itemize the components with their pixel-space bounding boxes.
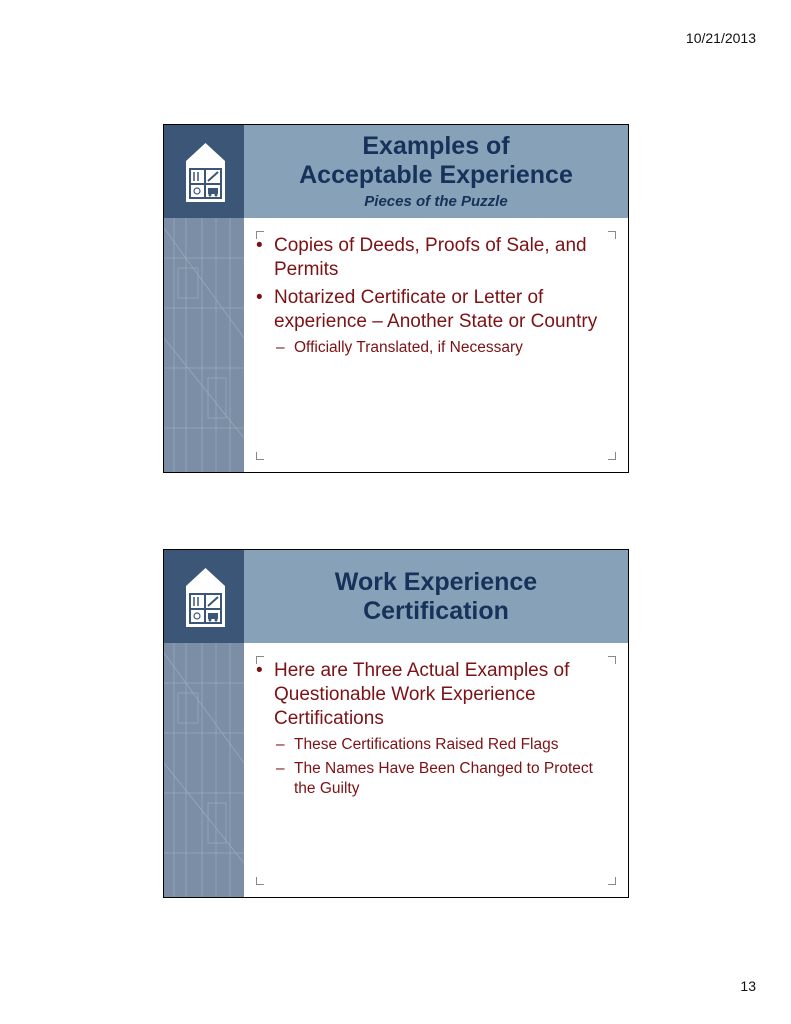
- bullet-list: [256, 234, 608, 362]
- bullet-item: • Here are Three Actual Examples of Questionable Work Experience Certifications: [256, 659, 608, 731]
- corner-mark-icon: [608, 877, 616, 885]
- page-number: 13: [740, 978, 756, 994]
- bullet-list: [256, 659, 608, 803]
- slide-title-line-1: Work Experience: [334, 567, 538, 596]
- sub-bullet-item: – These Certifications Raised Red Flags: [256, 735, 608, 755]
- bullet-item: • Notarized Certificate or Letter of experience – Another State or Country: [256, 286, 608, 334]
- slide-content: [244, 218, 628, 472]
- blueprint-pattern-icon: [164, 643, 244, 897]
- slide-title-line-2: Certification: [363, 596, 509, 625]
- sub-bullet-item: – Officially Translated, if Necessary: [256, 338, 608, 358]
- page-date: 10/21/2013: [685, 30, 756, 46]
- slide-work-experience-certification: [163, 549, 629, 898]
- slide-title-line-1: Examples of: [362, 132, 510, 160]
- cslb-house-logo-icon: [184, 566, 227, 629]
- cslb-house-logo-icon: [184, 141, 227, 204]
- blueprint-pattern-icon: [164, 218, 244, 472]
- sub-bullet-item: – The Names Have Been Changed to Protect the Guilty: [256, 759, 608, 799]
- slide-side-panel: [164, 125, 244, 472]
- bullet-item: • Copies of Deeds, Proofs of Sale, and Permits: [256, 234, 608, 282]
- slide-title-line-2: Acceptable Experience: [299, 161, 573, 189]
- corner-mark-icon: [608, 656, 616, 664]
- slide-side-panel: [164, 550, 244, 897]
- slide-title-band: [244, 550, 628, 643]
- corner-mark-icon: [256, 877, 264, 885]
- corner-mark-icon: [608, 452, 616, 460]
- corner-mark-icon: [608, 231, 616, 239]
- logo-text: CSLB: [194, 161, 217, 168]
- slide-title-band: [244, 125, 628, 218]
- corner-mark-icon: [256, 452, 264, 460]
- logo-text: CSLB: [194, 586, 217, 593]
- slide-content: [244, 643, 628, 897]
- slide-subtitle: Pieces of the Puzzle: [364, 193, 508, 210]
- slide-examples-of-acceptable-experience: [163, 124, 629, 473]
